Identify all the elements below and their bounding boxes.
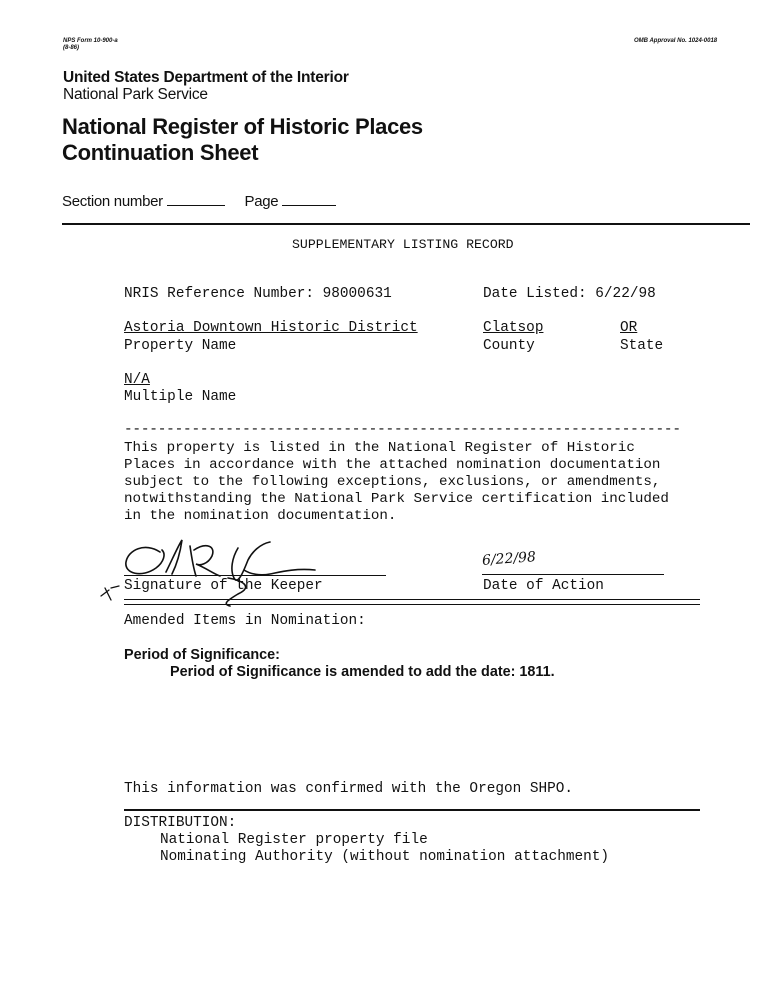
section-number-label: Section number: [62, 193, 163, 210]
period-of-significance-amendment: Period of Significance is amended to add the date: 1811.: [170, 664, 555, 680]
page-label: Page: [244, 193, 279, 210]
form-title: National Register of Historic Places: [62, 114, 423, 139]
distribution-rule: [124, 809, 700, 811]
state-label: State: [620, 338, 664, 354]
section-number-field: [62, 193, 336, 210]
date-listed-label: Date Listed:: [483, 286, 587, 302]
signature-label: Signature of the Keeper: [124, 578, 323, 594]
multiple-name-label: Multiple Name: [124, 389, 237, 405]
county-label: County: [483, 338, 535, 354]
agency-name: National Park Service: [63, 86, 208, 103]
record-heading: SUPPLEMENTARY LISTING RECORD: [292, 237, 514, 252]
dashed-separator: ------------------------------------------------------------------: [124, 422, 681, 438]
double-separator: [124, 599, 700, 605]
statement-line: notwithstanding the National Park Service certification included: [124, 491, 669, 507]
statement-line: subject to the following exceptions, exclusions, or amendments,: [124, 474, 661, 490]
distribution-item: National Register property file: [160, 832, 428, 848]
period-of-significance-heading: Period of Significance:: [124, 647, 280, 663]
property-name-value: Astoria Downtown Historic District: [124, 320, 418, 336]
omb-approval: OMB Approval No. 1024-0018: [634, 38, 718, 44]
amended-items-label: Amended Items in Nomination:: [124, 613, 366, 629]
date-listed-value: 6/22/98: [595, 286, 656, 302]
keeper-signature: [120, 530, 390, 610]
distribution-label: DISTRIBUTION:: [124, 815, 237, 831]
listing-statement: [124, 440, 669, 525]
date-of-action-label: Date of Action: [483, 578, 604, 594]
statement-line: Places in accordance with the attached nomination documentation: [124, 457, 661, 473]
handwritten-action-date: 6/22/98: [481, 549, 537, 569]
header-rule: [62, 223, 750, 225]
page-blank: [282, 204, 336, 206]
signature-line: [124, 575, 386, 576]
form-subtitle: Continuation Sheet: [62, 140, 259, 165]
form-revision: (8-86): [63, 45, 80, 51]
shpo-confirmation: This information was confirmed with the Oregon SHPO.: [124, 781, 574, 797]
department-name: United States Department of the Interior: [63, 69, 349, 86]
check-mark-icon: [99, 580, 121, 602]
multiple-name-value: N/A: [124, 372, 150, 388]
statement-line: in the nomination documentation.: [124, 508, 397, 524]
county-value: Clatsop: [483, 320, 544, 336]
nris-reference: [124, 286, 392, 303]
statement-line: This property is listed in the National Register of Historic: [124, 440, 635, 456]
state-value: OR: [620, 320, 638, 336]
distribution-item: Nominating Authority (without nomination attachment): [160, 849, 610, 865]
nris-value: 98000631: [322, 286, 392, 302]
nris-label: NRIS Reference Number:: [124, 286, 314, 302]
date-action-line: [482, 574, 664, 575]
date-listed: [483, 286, 656, 303]
form-id: NPS Form 10-900-a: [63, 38, 118, 44]
property-name-label: Property Name: [124, 338, 237, 354]
section-number-blank: [167, 204, 225, 206]
